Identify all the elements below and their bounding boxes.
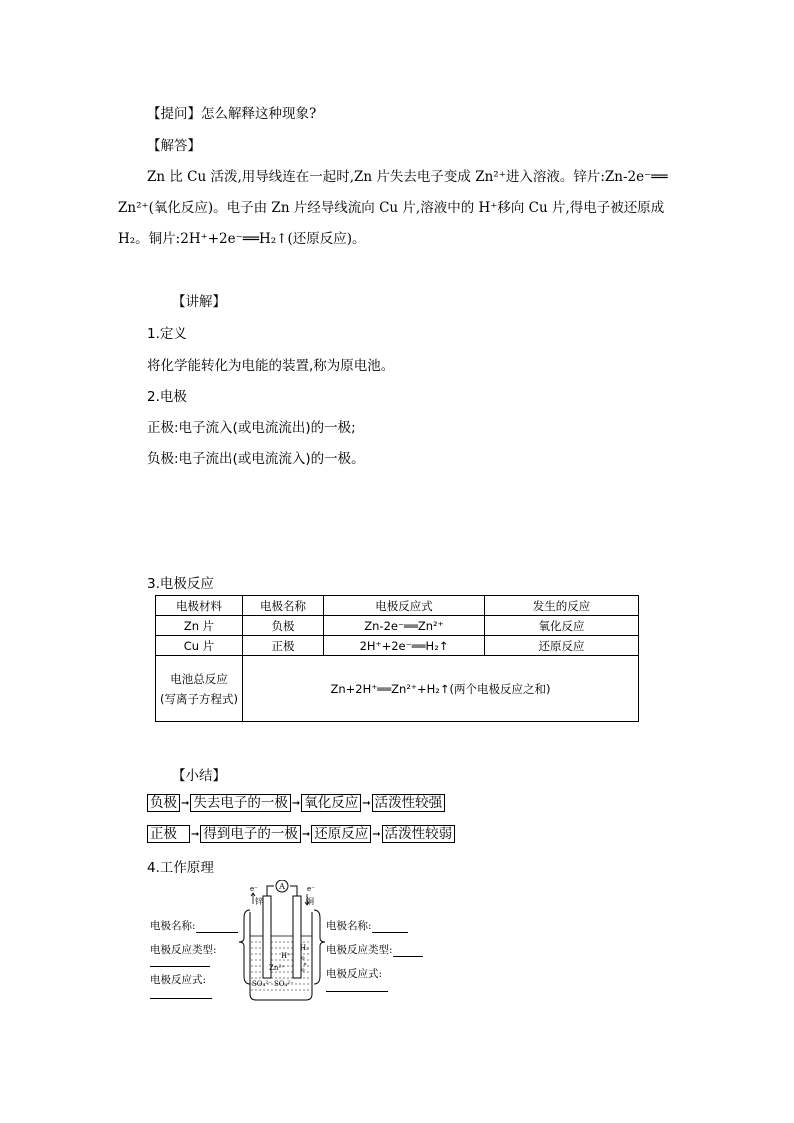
table-header: 电极材料 — [156, 596, 243, 616]
question-label: 【提问】 — [147, 106, 201, 122]
sulfate-label-2: SO₄²⁻ — [274, 980, 294, 988]
arrow-right-icon: ➞ — [181, 797, 190, 809]
answer-line-3: H₂。铜片:2H⁺+2e⁻══H₂↑(还原反应)。 — [118, 231, 366, 247]
table-cell: Zn 片 — [156, 616, 243, 636]
h-ion-label: H⁺ — [281, 952, 291, 960]
answer-line-2: Zn²⁺(氧化反应)。电子由 Zn 片经导线流向 Cu 片,溶液中的 H⁺移向 Cu 片,得电子被还原成 — [118, 200, 665, 216]
table-cell: 氧化反应 — [485, 616, 639, 636]
right-field-name: 电极名称: — [326, 918, 408, 933]
question-text: 怎么解释这种现象? — [201, 106, 317, 122]
zn-ion-label: Zn²⁺ — [269, 964, 285, 972]
table-cell: 负极 — [243, 616, 324, 636]
negative-electrode-def: 负极:电子流出(或电流流入)的一极。 — [147, 451, 365, 467]
table-header: 电极反应式 — [324, 596, 485, 616]
zinc-label: 锌 — [255, 897, 263, 906]
total-reaction-label — [156, 656, 243, 722]
section-1-text: 将化学能转化为电能的装置,称为原电池。 — [147, 358, 395, 374]
electron-label-left: e⁻ — [250, 885, 258, 893]
wire-right — [290, 886, 297, 896]
section-2-title: 2.电极 — [147, 389, 187, 405]
question-line — [147, 102, 316, 122]
blank-line — [326, 991, 388, 992]
blank-line — [393, 955, 423, 957]
left-field-equation: 电极反应式: — [150, 974, 207, 986]
left-brace — [239, 910, 250, 984]
flow-box: 正极 — [147, 825, 190, 843]
flow-box: 得到电子的一极 — [200, 825, 301, 843]
table-cell: 2H⁺+2e⁻══H₂↑ — [324, 636, 485, 656]
blank-line — [372, 931, 408, 933]
flow-box: 氧化反应 — [301, 794, 361, 812]
sulfate-label-1: SO₄²⁻ — [252, 980, 272, 988]
gas-bubbles — [302, 957, 306, 971]
flow-box: 活泼性较弱 — [382, 825, 456, 843]
answer-line-1: Zn 比 Cu 活泼,用导线连在一起时,Zn 片失去电子变成 Zn²⁺进入溶液。锌片:Zn-2e⁻══ — [147, 169, 668, 185]
arrow-right-icon: ➞ — [191, 828, 200, 840]
table-cell: Zn-2e⁻══Zn²⁺ — [324, 616, 485, 636]
table-total-row — [156, 656, 639, 722]
blank-line — [150, 966, 210, 967]
table-cell: Cu 片 — [156, 636, 243, 656]
table-row — [156, 636, 639, 656]
arrow-right-icon: ➞ — [301, 828, 311, 840]
section-3-title: 3.电极反应 — [147, 576, 214, 592]
electron-label-right: e⁻ — [307, 885, 315, 893]
copper-label: 铜 — [306, 897, 314, 906]
answer-label: 【解答】 — [147, 138, 201, 154]
summary-label: 【小结】 — [172, 768, 226, 784]
blank-line — [150, 998, 212, 999]
table-row — [156, 616, 639, 636]
total-reaction-value: Zn+2H⁺══Zn²⁺+H₂↑(两个电极反应之和) — [243, 656, 639, 722]
arrow-right-icon: ➞ — [291, 797, 301, 809]
flow-box: 失去电子的一极 — [190, 794, 291, 812]
flow-box: 负极 — [147, 794, 180, 812]
copper-electrode — [293, 896, 301, 978]
electrode-reaction-table — [155, 595, 639, 722]
left-field-type: 电极反应类型: — [150, 944, 217, 956]
flow-box: 还原反应 — [311, 825, 371, 843]
galvanic-cell-diagram — [236, 880, 328, 1004]
left-field-name: 电极名称: — [150, 918, 238, 933]
flow-box: 活泼性较强 — [372, 794, 446, 812]
right-brace — [314, 910, 325, 984]
positive-electrode-def: 正极:电子流入(或电流流出)的一极; — [147, 420, 356, 436]
table-cell: 还原反应 — [485, 636, 639, 656]
table-header: 电极名称 — [243, 596, 324, 616]
total-label-line-1: 电池总反应 — [170, 671, 228, 686]
arrow-right-icon: ➞ — [372, 828, 381, 840]
table-header: 发生的反应 — [485, 596, 639, 616]
lecture-label: 【讲解】 — [172, 294, 226, 310]
right-field-equation: 电极反应式: — [326, 968, 383, 980]
wire-left — [267, 886, 274, 896]
right-field-type: 电极反应类型: — [326, 942, 423, 957]
summary-flow-negative — [147, 794, 445, 812]
summary-flow-positive — [147, 825, 455, 843]
arrow-right-icon: ➞ — [362, 797, 371, 809]
section-1-title: 1.定义 — [147, 326, 187, 342]
h2-label: H₂ — [300, 944, 309, 952]
blank-line — [196, 931, 238, 933]
ammeter-label: A — [279, 882, 285, 891]
total-label-line-2: (写离子方程式) — [160, 691, 238, 706]
table-cell: 正极 — [243, 636, 324, 656]
table-header-row — [156, 596, 639, 616]
section-4-title: 4.工作原理 — [147, 860, 214, 876]
